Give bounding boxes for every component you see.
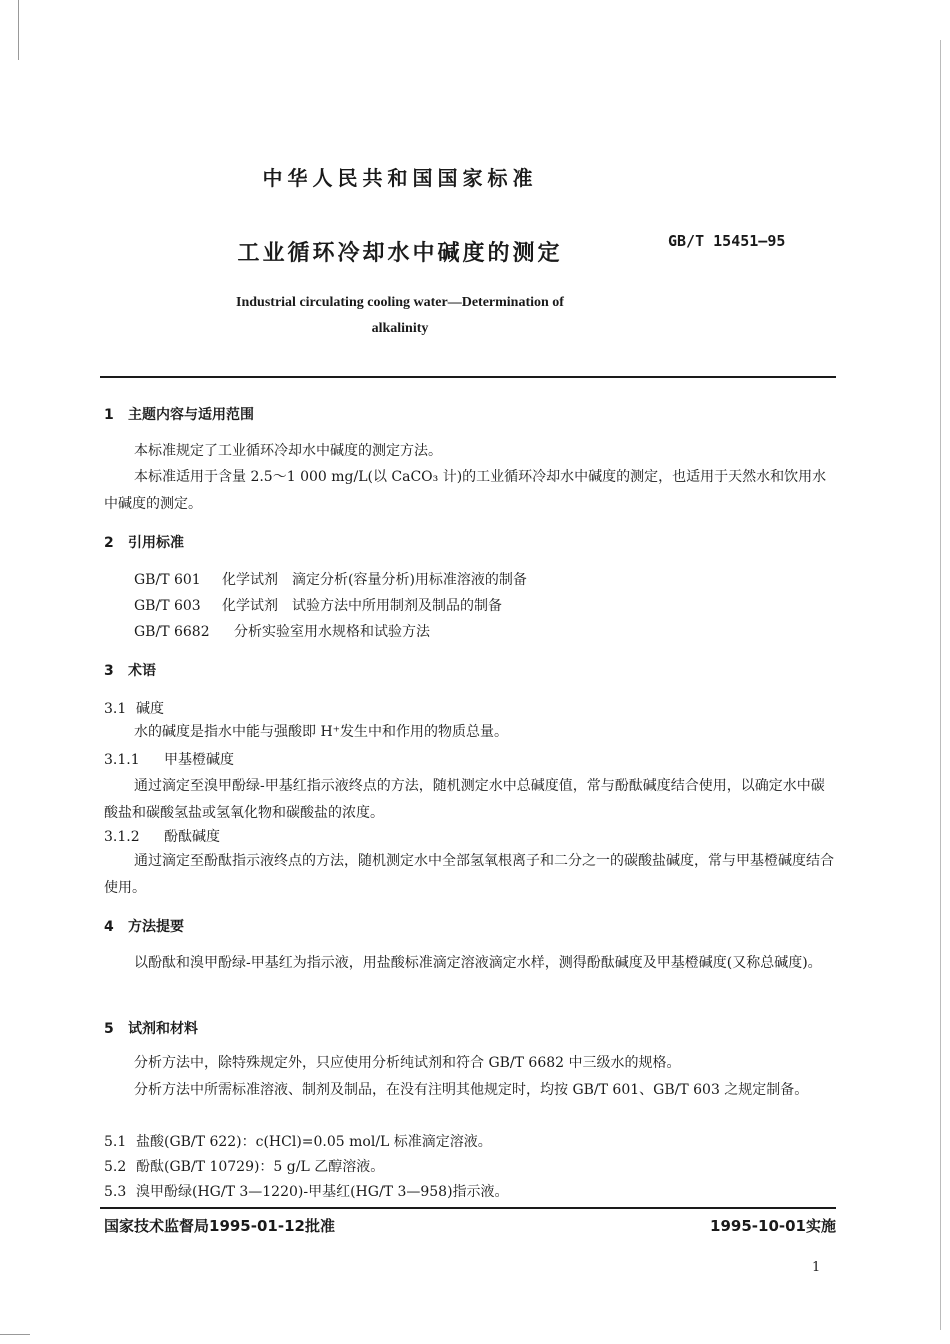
section-1-heading [104, 404, 254, 424]
section-5-heading [104, 1018, 198, 1038]
item-text: 酚酞(GB/T 10729)：5 g/L 乙醇溶液。 [136, 1159, 385, 1175]
reference-name: 化学试剂 试验方法中所用制剂及制品的制备 [222, 598, 502, 614]
scan-edge-mark [940, 40, 941, 1330]
reference-code: GB/T 6682 [134, 624, 210, 640]
subsection-3-1-2-text: 通过滴定至酚酞指示液终点的方法，随机测定水中全部氢氧根离子和二分之一的碳酸盐碱度，常与甲基橙碱度结合使用。 [104, 853, 834, 896]
subsection-title: 酚酞碱度 [164, 829, 220, 845]
implementation-line: 1995-10-01实施 [710, 1217, 836, 1235]
header-rule [100, 376, 836, 378]
subsection-number: 3.1 [104, 701, 127, 717]
section-5-paragraph-2: 分析方法中所需标准溶液、制剂及制品，在没有注明其他规定时，均按 GB/T 601、GB/T 603 之规定制备。 [134, 1082, 809, 1098]
section-4-paragraph: 以酚酞和溴甲酚绿-甲基红为指示液，用盐酸标准滴定溶液滴定水样，测得酚酞碱度及甲基橙碱度(又称总碱度)。 [134, 955, 822, 971]
item-number: 5.3 [104, 1184, 127, 1200]
subsection-title: 甲基橙碱度 [164, 752, 234, 768]
section-2-heading [104, 532, 184, 552]
section-3-heading [104, 660, 156, 680]
subsection-3-1-heading [104, 698, 164, 718]
reference-name: 分析实验室用水规格和试验方法 [234, 624, 430, 640]
reference-code: GB/T 601 [134, 572, 201, 588]
subsection-3-1-1-heading [104, 749, 234, 769]
subsection-3-1-2-heading [104, 826, 220, 846]
section-title: 方法提要 [128, 919, 184, 935]
item-5-1 [104, 1131, 492, 1151]
approval-line: 国家技术监督局1995-01-12批准 [104, 1217, 335, 1235]
section-number: 3 [104, 663, 114, 679]
title-en-line1: Industrial circulating cooling water—Determination of [236, 295, 564, 310]
standard-title-en [0, 290, 800, 342]
subsection-number: 3.1.2 [104, 829, 140, 845]
item-text: 盐酸(GB/T 622)：c(HCl)=0.05 mol/L 标准滴定溶液。 [136, 1134, 492, 1150]
reference-code: GB/T 603 [134, 598, 201, 614]
scan-edge-mark [18, 0, 19, 60]
reference-name: 化学试剂 滴定分析(容量分析)用标准溶液的制备 [222, 572, 527, 588]
item-5-3 [104, 1181, 509, 1201]
reference-item [134, 595, 502, 615]
standard-title-cn: 工业循环冷却水中碱度的测定 [237, 241, 563, 266]
section-1-paragraph-1: 本标准规定了工业循环冷却水中碱度的测定方法。 [134, 443, 442, 459]
section-number: 2 [104, 535, 114, 551]
section-number: 4 [104, 919, 114, 935]
section-title: 引用标准 [128, 535, 184, 551]
section-title: 主题内容与适用范围 [128, 407, 254, 423]
reference-item [134, 569, 527, 589]
item-number: 5.2 [104, 1159, 127, 1175]
national-standard-heading: 中华人民共和国国家标准 [262, 166, 538, 190]
item-text: 溴甲酚绿(HG/T 3—1220)-甲基红(HG/T 3—958)指示液。 [136, 1184, 509, 1200]
section-number: 5 [104, 1021, 114, 1037]
item-number: 5.1 [104, 1134, 127, 1150]
item-5-2 [104, 1156, 384, 1176]
subsection-3-1-text: 水的碱度是指水中能与强酸即 H⁺发生中和作用的物质总量。 [134, 724, 509, 740]
page-number: 1 [812, 1260, 821, 1275]
section-4-heading [104, 916, 184, 936]
reference-item [134, 621, 430, 641]
section-title: 术语 [128, 663, 156, 679]
section-title: 试剂和材料 [128, 1021, 198, 1037]
footer-rule [100, 1207, 836, 1209]
section-1-paragraph-2: 本标准适用于含量 2.5～1 000 mg/L(以 CaCO₃ 计)的工业循环冷却水中碱度的测定，也适用于天然水和饮用水中碱度的测定。 [104, 469, 827, 512]
subsection-3-1-1-text: 通过滴定至溴甲酚绿-甲基红指示液终点的方法，随机测定水中总碱度值，常与酚酞碱度结合使用，以确定水中碳酸盐和碳酸氢盐或氢氧化物和碳酸盐的浓度。 [104, 778, 825, 821]
section-number: 1 [104, 407, 114, 423]
section-5-paragraph-1: 分析方法中，除特殊规定外，只应使用分析纯试剂和符合 GB/T 6682 中三级水的规格。 [134, 1055, 681, 1071]
scan-edge-mark [0, 1334, 30, 1335]
subsection-number: 3.1.1 [104, 752, 140, 768]
standard-code: GB/T 15451—95 [668, 232, 786, 250]
title-en-line2: alkalinity [371, 321, 429, 336]
subsection-title: 碱度 [136, 701, 164, 717]
